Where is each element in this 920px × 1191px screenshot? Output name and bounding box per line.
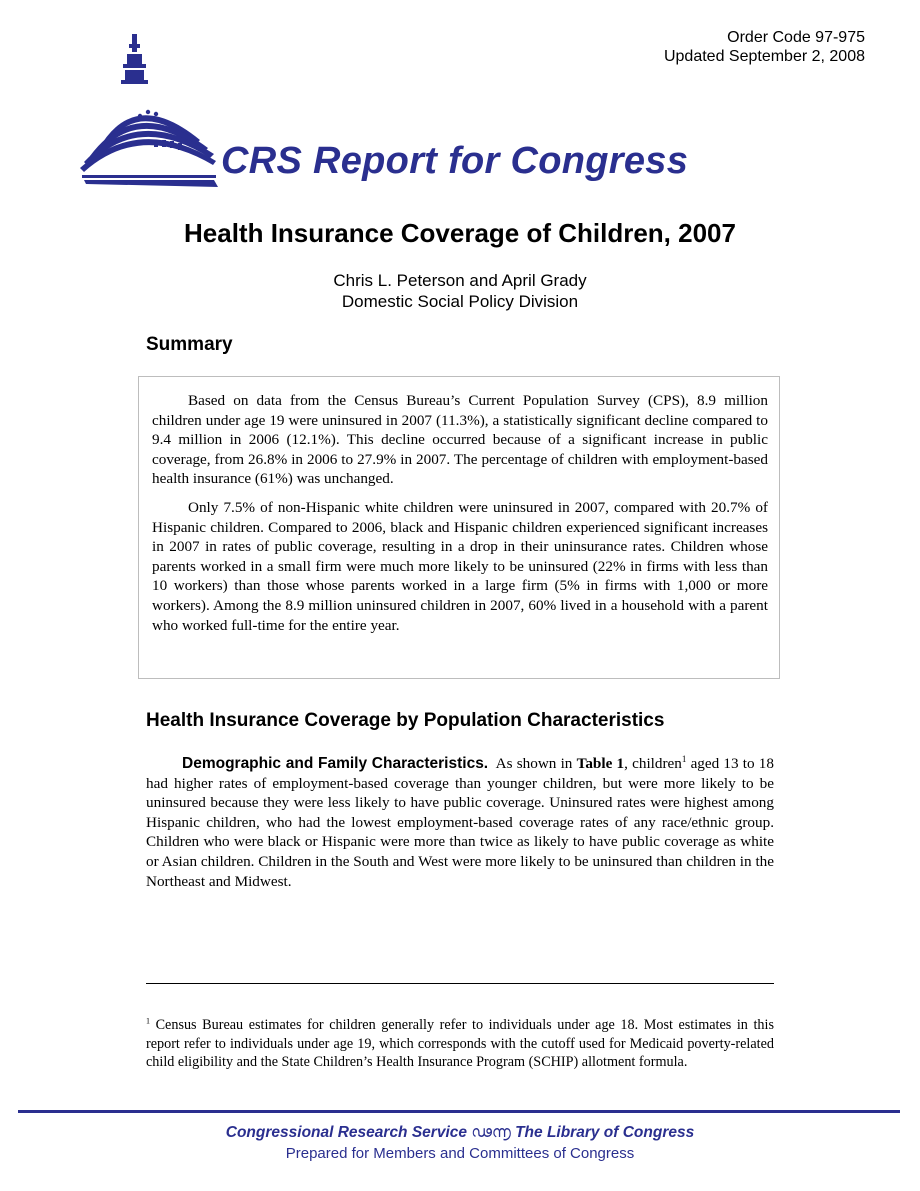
- footnote: [146, 1016, 774, 1072]
- summary-heading: Summary: [146, 334, 233, 355]
- footer-ornament: ഢ൬: [471, 1124, 511, 1141]
- body-text-intro: As shown in: [495, 755, 577, 772]
- footer-divider: [18, 1110, 900, 1113]
- table-reference[interactable]: Table 1: [576, 755, 625, 772]
- section-heading: Health Insurance Coverage by Population Characteristics: [146, 710, 665, 731]
- capitol-dome-icon: [78, 30, 218, 190]
- authors-block: [0, 270, 920, 312]
- author-division: Domestic Social Policy Division: [341, 292, 579, 311]
- footer-org: Congressional Research Service: [225, 1124, 467, 1141]
- order-code-block: [664, 28, 865, 66]
- footer-org-line: [0, 1124, 920, 1142]
- footer-library: The Library of Congress: [515, 1124, 695, 1141]
- footer-prepared: Prepared for Members and Committees of Congress: [285, 1145, 635, 1162]
- report-banner: CRS Report for Congress: [221, 140, 689, 182]
- order-code: Order Code 97-975: [727, 29, 865, 46]
- footnote-text: Census Bureau estimates for children generally refer to individuals under age 18. Most estimates in this report refer to individuals under age 19, which corresponds with the cutoff used for Medicaid poverty-related child eligibility and the State Children’s Health Insurance Program (SCHIP) allotment formula.: [146, 1017, 774, 1071]
- footnote-reference[interactable]: 1: [681, 753, 687, 764]
- body-text-children: , children: [624, 755, 682, 772]
- footnote-marker: 1: [146, 1016, 150, 1026]
- summary-paragraph: Only 7.5% of non-Hispanic white children were uninsured in 2007, compared with 20.7% of Hispanic children. Compared to 2006, black and Hispanic children experienced significant increases in 2007 in rates of public coverage, resulting in a drop in their uninsurance rates. Children whose parents worked in a small firm were much more likely to be uninsured (22% in firms with less than 10 workers) than those whose parents worked in a large firm (5% in firms with 1,000 or more workers). Among the 8.9 million uninsured children in 2007, 60% lived in a household with a parent who worked full-time for the entire year.: [152, 498, 768, 634]
- summary-paragraph: Based on data from the Census Bureau’s Current Population Survey (CPS), 8.9 million children under age 19 were uninsured in 2007 (11.3%), a statistically significant decline compared to 9.4 million in 2006 (12.1%). This decline occurred because of a significant increase in public coverage, from 26.8% in 2006 to 27.9% in 2007. The percentage of children with employment-based health insurance (61%) was unchanged.: [152, 392, 768, 488]
- subsection-heading: Demographic and Family Characteristics.: [182, 755, 489, 772]
- page-title: Health Insurance Coverage of Children, 2007: [184, 218, 736, 248]
- summary-box: [138, 376, 780, 679]
- body-text: aged 13 to 18 had higher rates of employment-based coverage than younger children, but were more likely to be uninsured because they were less likely to have public coverage. Uninsured rates were highest among Hispanic children, who had the lowest employment-based coverage rates of any race/ethnic group. Children who were black or Hispanic were more than twice as likely to have public coverage as white or Asian children. Children in the South and West were more likely to be uninsured than children in the Northeast and Midwest.: [146, 755, 774, 890]
- body-paragraph: [146, 754, 774, 891]
- updated-date: Updated September 2, 2008: [663, 48, 865, 65]
- footnote-divider: [146, 983, 774, 984]
- author-names: Chris L. Peterson and April Grady: [333, 271, 587, 290]
